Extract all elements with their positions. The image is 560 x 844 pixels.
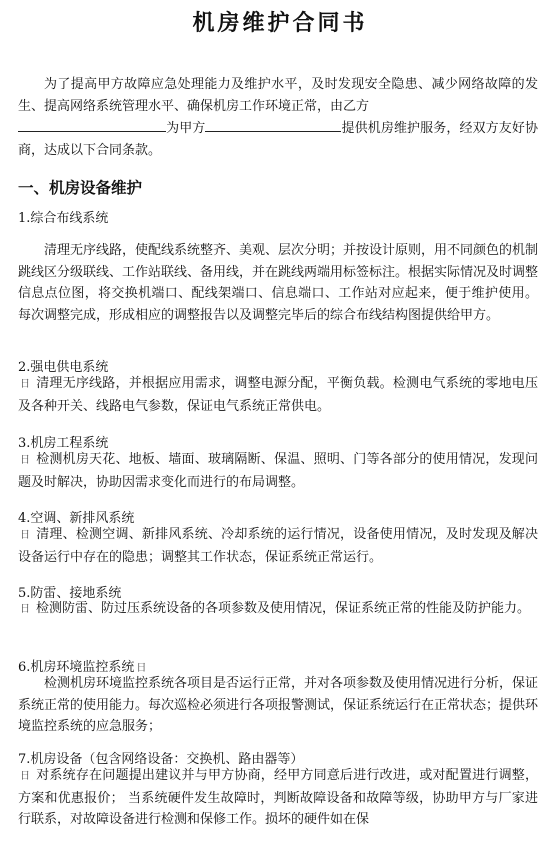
- item-paragraph: [18, 449, 538, 493]
- item-paragraph: [18, 598, 538, 621]
- item-paragraph: [18, 765, 538, 831]
- list-mark-icon: 日: [136, 663, 147, 674]
- item-heading: 5.防雷、接地系统: [18, 586, 122, 601]
- item-heading: 3.机房工程系统: [18, 436, 109, 451]
- intro-paragraph: [18, 74, 538, 161]
- intro-end-text: 提供机房维护服务，经双方友好协商，达成以下合同条款。: [18, 121, 538, 158]
- item-heading-text: 6.机房环境监控系统: [18, 660, 135, 675]
- item-paragraph: [18, 373, 538, 417]
- intro-mid-text: 为甲方: [166, 121, 206, 136]
- item-heading: 4.空调、新排风系统: [18, 511, 135, 526]
- item-body: 清理无序线路，并根据应用需求，调整电源分配，平衡负载。检测电气系统的零地电压及各种开关、线路电气参数，保证电气系统正常供电。: [18, 376, 538, 414]
- item-body: 检测机房天花、地板、墙面、玻璃隔断、保温、照明、门等各部分的使用情况，发现问题及时解决，协助因需求变化而进行的布局调整。: [18, 452, 538, 490]
- party-b-blank[interactable]: [18, 117, 166, 132]
- item-paragraph: [18, 524, 538, 568]
- item-heading: 1.综合布线系统: [18, 211, 109, 226]
- item-heading: 2.强电供电系统: [18, 360, 109, 375]
- item-heading: 7.机房设备（包含网络设备：交换机、路由器等）: [18, 752, 304, 767]
- item-body: 清理无序线路，使配线系统整齐、美观、层次分明；并按设计原则，用不同颜色的机制跳线区分级联线、工作站联线、备用线，并在跳线两端用标签标注。根据实际情况及时调整信息点位图，将交换机端口、配线架端口、信息端口、工作站对应起来，便于维护使用。 每次调整完成，形成相应的调整报告以及调整完毕后的综合布线结构图提供给甲方。: [18, 243, 539, 323]
- item-body: 检测防雷、防过压系统设备的各项参数及使用情况，保证系统正常的性能及防护能力。: [36, 601, 531, 616]
- list-mark-icon: 日: [20, 604, 30, 615]
- section-heading: 一、机房设备维护: [18, 179, 143, 197]
- list-mark-icon: 日: [20, 771, 31, 782]
- item-body: 检测机房环境监控系统各项目是否运行正常，并对各项参数及使用情况进行分析，保证系统正常的使用能力。每次巡检必须进行各项报警测试，保证系统运行在正常状态；提供环境监控系统的应急服务；: [18, 676, 539, 734]
- document-title: 机房维护合同书: [192, 11, 368, 36]
- list-mark-icon: 日: [20, 455, 31, 466]
- item-body: 对系统存在问题提出建议并与甲方协商，经甲方同意后进行改进，或对配置进行调整，方案和优惠报价； 当系统硬件发生故障时，判断故障设备和故障等级，协助甲方与厂家进行联系，对故障设备进行检测和保修工作。损坏的硬件如在保: [18, 768, 538, 827]
- intro-text: 为了提高甲方故障应急处理能力及维护水平，及时发现安全隐患、减少网络故障的发生、提高网络系统管理水平、确保机房工作环境正常，由乙方: [18, 77, 538, 114]
- list-mark-icon: 日: [20, 379, 31, 390]
- list-mark-icon: 日: [20, 530, 31, 541]
- party-a-blank[interactable]: [205, 117, 341, 132]
- intro-continuation: [18, 117, 538, 161]
- item-body: 清理、检测空调、新排风系统、冷却系统的运行情况，设备使用情况，及时发现及解决设备运行中存在的隐患；调整其工作状态，保证系统正常运行。: [18, 527, 538, 565]
